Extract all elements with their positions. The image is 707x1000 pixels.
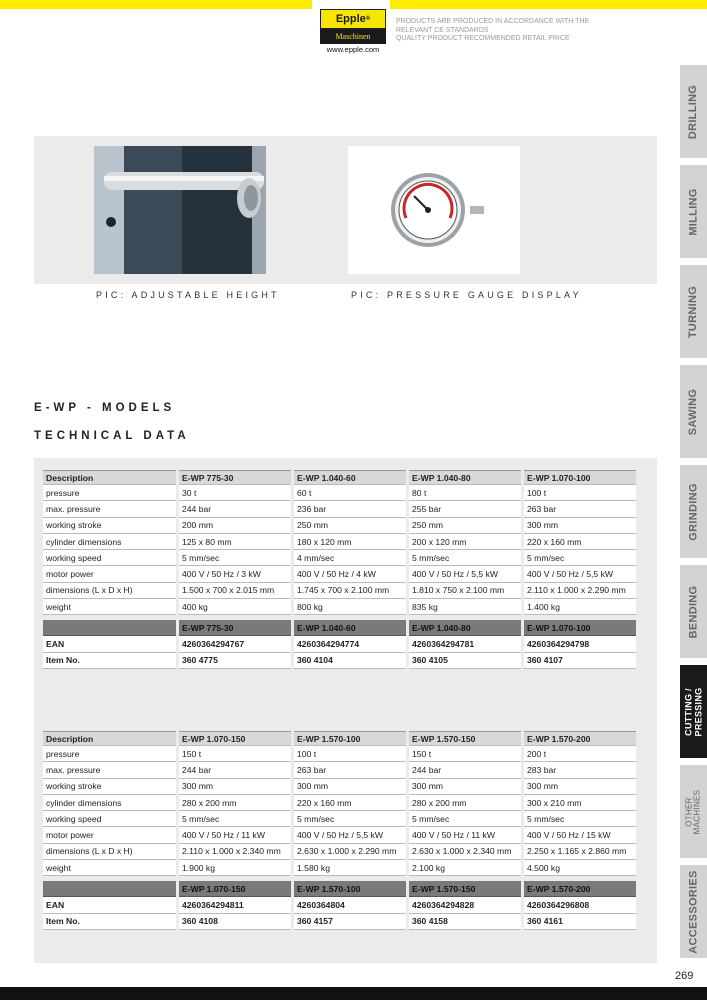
table-cell: 835 kg [409, 599, 521, 615]
bottom-bar [0, 987, 707, 1000]
header-note-line: PRODUCTS ARE PRODUCED IN ACCORDANCE WITH THE [396, 18, 590, 25]
table-cell: 360 4105 [409, 653, 521, 669]
table-cell: weight [43, 860, 176, 876]
table-cell: 5 mm/sec [524, 811, 636, 827]
table-cell: 400 V / 50 Hz / 5,5 kW [409, 566, 521, 582]
tab-bending[interactable]: BENDING [680, 565, 707, 658]
table-cell: E-WP 1.570-200 [524, 881, 636, 897]
caption-adjustable-height: PIC: ADJUSTABLE HEIGHT [96, 290, 280, 300]
table-cell: 2.250 x 1.165 x 2.860 mm [524, 844, 636, 860]
spec-table-1 [40, 470, 639, 669]
table-cell: E-WP 1.040-80 [409, 470, 521, 485]
table-cell: 300 mm [294, 779, 406, 795]
table-cell: Item No. [43, 914, 176, 930]
brand-logo [320, 9, 386, 57]
table-cell: Item No. [43, 653, 176, 669]
table-cell: 2.100 kg [409, 860, 521, 876]
table-header-row [43, 731, 636, 746]
table-cell: 125 x 80 mm [179, 534, 291, 550]
table-cell: 400 V / 50 Hz / 15 kW [524, 827, 636, 843]
table-cell: E-WP 775-30 [179, 470, 291, 485]
caption-pressure-gauge: PIC: PRESSURE GAUGE DISPLAY [351, 290, 582, 300]
table-cell: cylinder dimensions [43, 795, 176, 811]
table-cell: E-WP 1.040-60 [294, 470, 406, 485]
table-cell: 5 mm/sec [409, 811, 521, 827]
table-cell: cylinder dimensions [43, 534, 176, 550]
table-cell: 300 mm [524, 779, 636, 795]
tab-sawing[interactable]: SAWING [680, 365, 707, 458]
table-cell: 2.630 x 1.000 x 2.340 mm [409, 844, 521, 860]
table-cell: 400 V / 50 Hz / 11 kW [179, 827, 291, 843]
spec-table-2 [40, 731, 639, 930]
table-cell: E-WP 1.570-200 [524, 731, 636, 746]
table-header-row [43, 470, 636, 485]
table-cell: 400 V / 50 Hz / 11 kW [409, 827, 521, 843]
photo-pressure-gauge [348, 146, 520, 274]
table-cell: 1.500 x 700 x 2.015 mm [179, 583, 291, 599]
table-cell: 5 mm/sec [179, 550, 291, 566]
table-cell: 2.110 x 1.000 x 2.340 mm [179, 844, 291, 860]
table-cell: 1.810 x 750 x 2.100 mm [409, 583, 521, 599]
table-cell: E-WP 1.070-150 [179, 731, 291, 746]
header-note-line: RELEVANT CE STANDARDS [396, 26, 489, 34]
table-cell: weight [43, 599, 176, 615]
table-cell: 4260364296808 [524, 897, 636, 913]
table-cell: 300 mm [524, 518, 636, 534]
table-cell: 360 4108 [179, 914, 291, 930]
table-cell: 280 x 200 mm [409, 795, 521, 811]
table-cell: 180 x 120 mm [294, 534, 406, 550]
header-note [396, 18, 656, 44]
table-cell: motor power [43, 827, 176, 843]
page-number: 269 [675, 970, 694, 982]
table-cell [43, 620, 176, 636]
table-cell: working stroke [43, 779, 176, 795]
table-model-header-row [43, 620, 636, 636]
table-cell: 283 bar [524, 762, 636, 778]
table-cell: 5 mm/sec [179, 811, 291, 827]
table-cell: 400 V / 50 Hz / 5,5 kW [294, 827, 406, 843]
table-cell: 244 bar [179, 762, 291, 778]
table-cell: 1.900 kg [179, 860, 291, 876]
table-cell: 60 t [294, 485, 406, 501]
table-cell: 400 kg [179, 599, 291, 615]
table-cell: EAN [43, 897, 176, 913]
table-cell: 360 4775 [179, 653, 291, 669]
table-row [43, 599, 636, 615]
table-row [43, 860, 636, 876]
table-model-header-row [43, 881, 636, 897]
table-cell: 150 t [409, 746, 521, 762]
table-cell: 4260364294828 [409, 897, 521, 913]
tab-other-machines[interactable]: OTHER MACHINES [680, 765, 707, 858]
table-cell: working speed [43, 550, 176, 566]
tab-turning[interactable]: TURNING [680, 265, 707, 358]
table-cell [43, 881, 176, 897]
header-note-line: QUALITY PRODUCT RECOMMENDED RETAIL PRICE [396, 35, 570, 43]
table-cell: E-WP 1.570-150 [409, 881, 521, 897]
table-cell: 300 x 210 mm [524, 795, 636, 811]
table-cell: 300 mm [409, 779, 521, 795]
table-row [43, 534, 636, 550]
table-row [43, 501, 636, 517]
brand-url: www.epple.com [326, 45, 380, 54]
table-cell: 2.630 x 1.000 x 2.290 mm [294, 844, 406, 860]
table-cell: max. pressure [43, 762, 176, 778]
table-cell: E-WP 775-30 [179, 620, 291, 636]
photo-adjustable-height [94, 146, 266, 274]
table-cell: 4.500 kg [524, 860, 636, 876]
table-cell: E-WP 1.040-60 [294, 620, 406, 636]
table-row [43, 518, 636, 534]
table-cell: 400 V / 50 Hz / 4 kW [294, 566, 406, 582]
table-ean-row [43, 636, 636, 652]
tab-cutting-pressing[interactable]: CUTTING / PRESSING [680, 665, 707, 758]
table-cell: working speed [43, 811, 176, 827]
table-cell: 300 mm [179, 779, 291, 795]
logo-subtitle: Maschinen [320, 29, 386, 44]
category-tabs [680, 65, 707, 965]
table-cell: 280 x 200 mm [179, 795, 291, 811]
table-cell: 4260364294781 [409, 636, 521, 652]
table-cell: 244 bar [179, 501, 291, 517]
table-cell: 4260364294811 [179, 897, 291, 913]
table-cell: E-WP 1.570-100 [294, 731, 406, 746]
tab-drilling[interactable]: DRILLING [680, 65, 707, 158]
table-cell: 244 bar [409, 762, 521, 778]
table-cell: 80 t [409, 485, 521, 501]
table-cell: 1.580 kg [294, 860, 406, 876]
table-cell: Description [43, 470, 176, 485]
top-accent-bar-left [0, 0, 312, 9]
table-row [43, 811, 636, 827]
table-cell: 5 mm/sec [409, 550, 521, 566]
table-cell: 30 t [179, 485, 291, 501]
table-cell: 4260364804 [294, 897, 406, 913]
table-cell: 255 bar [409, 501, 521, 517]
table-cell: E-WP 1.040-80 [409, 620, 521, 636]
table-cell: dimensions (L x D x H) [43, 844, 176, 860]
top-accent-bar-right [390, 0, 707, 9]
table-cell: 100 t [294, 746, 406, 762]
table-cell: 250 mm [409, 518, 521, 534]
table-ean-row [43, 897, 636, 913]
table-cell: 263 bar [524, 501, 636, 517]
table-cell: pressure [43, 746, 176, 762]
table-row [43, 827, 636, 843]
table-cell: 220 x 160 mm [524, 534, 636, 550]
table-cell: 5 mm/sec [524, 550, 636, 566]
table-cell: 220 x 160 mm [294, 795, 406, 811]
table-cell: E-WP 1.070-100 [524, 470, 636, 485]
table-row [43, 795, 636, 811]
table-cell: 1.400 kg [524, 599, 636, 615]
tab-accessories[interactable]: ACCESSORIES [680, 865, 707, 958]
table-row [43, 762, 636, 778]
table-cell: 360 4158 [409, 914, 521, 930]
table-cell: 400 V / 50 Hz / 5,5 kW [524, 566, 636, 582]
table-cell: 360 4161 [524, 914, 636, 930]
table-cell: 4260364294798 [524, 636, 636, 652]
table-cell: 400 V / 50 Hz / 3 kW [179, 566, 291, 582]
table-item-row [43, 914, 636, 930]
section-title-technical-data: TECHNICAL DATA [34, 430, 190, 442]
table-cell: E-WP 1.070-150 [179, 881, 291, 897]
table-cell: 100 t [524, 485, 636, 501]
table-cell: 263 bar [294, 762, 406, 778]
table-cell: E-WP 1.570-150 [409, 731, 521, 746]
table-row [43, 566, 636, 582]
table-cell: motor power [43, 566, 176, 582]
table-cell: 4 mm/sec [294, 550, 406, 566]
table-cell: max. pressure [43, 501, 176, 517]
table-cell: 2.110 x 1.000 x 2.290 mm [524, 583, 636, 599]
table-cell: E-WP 1.570-100 [294, 881, 406, 897]
table-cell: 200 mm [179, 518, 291, 534]
logo-wordmark: Epple ® [320, 9, 386, 29]
table-item-row [43, 653, 636, 669]
table-cell: 360 4157 [294, 914, 406, 930]
table-row [43, 779, 636, 795]
tab-grinding[interactable]: GRINDING [680, 465, 707, 558]
table-cell: Description [43, 731, 176, 746]
table-row [43, 583, 636, 599]
table-cell: E-WP 1.070-100 [524, 620, 636, 636]
table-cell: 5 mm/sec [294, 811, 406, 827]
table-row [43, 746, 636, 762]
table-cell: 200 x 120 mm [409, 534, 521, 550]
tab-milling[interactable]: MILLING [680, 165, 707, 258]
section-title-models: E-WP - MODELS [34, 402, 176, 414]
table-cell: pressure [43, 485, 176, 501]
table-row [43, 485, 636, 501]
table-cell: 150 t [179, 746, 291, 762]
table-cell: 360 4104 [294, 653, 406, 669]
table-cell: 1.745 x 700 x 2.100 mm [294, 583, 406, 599]
table-cell: 200 t [524, 746, 636, 762]
table-row [43, 550, 636, 566]
table-cell: 236 bar [294, 501, 406, 517]
table-cell: 4260364294767 [179, 636, 291, 652]
table-cell: 360 4107 [524, 653, 636, 669]
table-cell: dimensions (L x D x H) [43, 583, 176, 599]
table-cell: 800 kg [294, 599, 406, 615]
table-cell: 4260364294774 [294, 636, 406, 652]
table-row [43, 844, 636, 860]
table-cell: 250 mm [294, 518, 406, 534]
table-cell: working stroke [43, 518, 176, 534]
spec-table-panel-1 [34, 458, 657, 691]
table-cell: EAN [43, 636, 176, 652]
spec-table-panel-2 [34, 691, 657, 963]
